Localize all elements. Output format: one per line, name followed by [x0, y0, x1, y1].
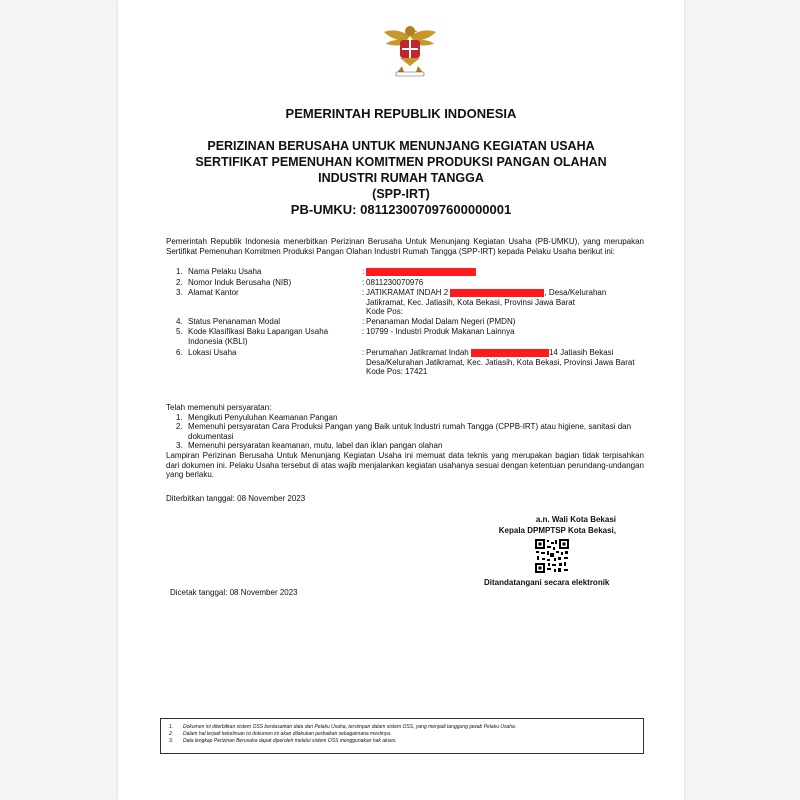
requirement-item: 2. Memenuhi persyaratan Cara Produksi Pangan yang Baik untuk Industri rumah Tangga (CPPB-IRT) atau higiene, sanitasi dan dokumentasi — [176, 422, 632, 441]
field-row: 3. Alamat Kantor : JATIKRAMAT INDAH 2 , Desa/Kelurahan Jatikramat, Kec. Jatiasih, Kota Bekasi, Provinsi Jawa Barat Kode Pos: — [166, 288, 644, 317]
issued-date: Diterbitkan tanggal: 08 November 2023 — [166, 494, 306, 503]
field-number: 3. — [176, 288, 183, 297]
field-label: Status Penanaman Modal — [188, 317, 281, 326]
field-label: Nomor Induk Berusaha (NIB) — [188, 278, 292, 287]
field-value: Perumahan Jatikramat Indah 14 Jatiasih Bekasi Desa/Kelurahan Jatikramat, Kec. Jatiasih, Kota Bekasi, Provinsi Jawa Barat Kode Pos: 17421 — [366, 348, 635, 377]
field-number: 4. — [176, 317, 183, 326]
requirements-heading: Telah memenuhi persyaratan: — [166, 403, 272, 412]
field-label: Lokasi Usaha — [188, 348, 237, 357]
field-row: 1. Nama Pelaku Usaha : — [166, 267, 644, 278]
garuda-emblem-icon — [382, 22, 438, 80]
field-value: 10799 - Industri Produk Makanan Lainnya — [366, 327, 515, 336]
field-row: 5. Kode Klasifikasi Baku Lapangan Usaha Indonesia (KBLI) : 10799 - Industri Produk Makanan Lainnya — [166, 327, 644, 348]
field-value — [366, 267, 644, 277]
certificate-title — [118, 138, 684, 218]
field-row: 2. Nomor Induk Berusaha (NIB) : 0811230070976 — [166, 278, 644, 288]
signature-line: a.n. Wali Kota Bekasi — [535, 515, 616, 524]
title-line: SERTIFIKAT PEMENUHAN KOMITMEN PRODUKSI PANGAN OLAHAN — [195, 155, 607, 169]
redaction-mark — [471, 349, 549, 357]
footer-note: 2. Dalam hal terjadi kekeliruan isi dokumen ini akan dilakukan perbaikan sebagaimana mestinya. — [169, 731, 392, 737]
field-row: 4. Status Penanaman Modal : Penanaman Modal Dalam Negeri (PMDN) — [166, 317, 644, 327]
field-label: Alamat Kantor — [188, 288, 239, 297]
footer-note: 1. Dokumen ini diterbitkan sistem OSS berdasarkan data dari Pelaku Usaha, tersimpan dalam sistem OSS, yang menjadi tanggung jawab Pelaku Usaha. — [169, 724, 517, 730]
intro-paragraph: Pemerintah Republik Indonesia menerbitkan Perizinan Berusaha Untuk Menunjang Kegiatan Usaha (PB-UMKU), yang merupakan Sertifikat Pemenuhan Komitmen Produksi Pangan Olahan Industri Rumah Tangga (SPP-IRT) kepada Pelaku Usaha berikut ini: — [166, 237, 644, 256]
qr-code-icon — [534, 538, 570, 574]
field-number: 2. — [176, 278, 183, 287]
printed-date: Dicetak tanggal: 08 November 2023 — [170, 588, 298, 597]
business-details — [166, 267, 644, 388]
requirements-section — [166, 403, 644, 480]
title-line: (SPP-IRT) — [372, 187, 430, 201]
title-line: INDUSTRI RUMAH TANGGA — [318, 171, 484, 185]
title-line: PERIZINAN BERUSAHA UNTUK MENUNJANG KEGIATAN USAHA — [207, 139, 595, 153]
field-value: 0811230070976 — [366, 278, 424, 287]
field-value: JATIKRAMAT INDAH 2 , Desa/Kelurahan Jatikramat, Kec. Jatiasih, Kota Bekasi, Provinsi Jawa Barat Kode Pos: — [366, 288, 607, 317]
requirement-item: 1. Mengikuti Penyuluhan Keamanan Pangan — [176, 412, 338, 422]
redaction-mark — [366, 268, 476, 276]
requirement-item: 3. Memenuhi persyaratan keamanan, mutu, label dan iklan pangan olahan — [176, 441, 443, 451]
redaction-mark — [450, 289, 544, 297]
field-number: 1. — [176, 267, 183, 276]
field-label: Nama Pelaku Usaha — [188, 267, 262, 276]
electronic-signature-note: Ditandatangani secara elektronik — [484, 578, 610, 587]
government-heading: PEMERINTAH REPUBLIK INDONESIA — [285, 106, 517, 121]
pb-umku-number: PB-UMKU: 081123007097600000001 — [290, 202, 512, 217]
lampiran-paragraph: Lampiran Perizinan Berusaha Untuk Menunjang Kegiatan Usaha ini memuat data teknis yang merupakan bagian tidak terpisahkan dari dokumen ini. Pelaku Usaha tersebut di atas wajib menjalankan kegiatan usahanya sesuai dengan ketentuan perundang-undangan yang berlaku. — [166, 450, 644, 480]
field-number: 5. — [176, 327, 183, 336]
footer-note: 3. Data lengkap Perizinan Berusaha dapat diperoleh melalui sistem OSS menggunakan hak akses. — [169, 738, 397, 744]
footer-notes — [160, 718, 644, 754]
field-number: 6. — [176, 348, 183, 357]
field-label: Kode Klasifikasi Baku Lapangan Usaha Indonesia (KBLI) — [188, 327, 329, 346]
signature-block — [484, 514, 616, 536]
field-value: Penanaman Modal Dalam Negeri (PMDN) — [366, 317, 516, 326]
signature-line: Kepala DPMPTSP Kota Bekasi, — [498, 526, 616, 535]
field-row: 6. Lokasi Usaha : Perumahan Jatikramat Indah 14 Jatiasih Bekasi Desa/Kelurahan Jatikramat, Kec. Jatiasih, Kota Bekasi, Provinsi Jawa Barat Kode Pos: 17421 — [166, 348, 644, 388]
